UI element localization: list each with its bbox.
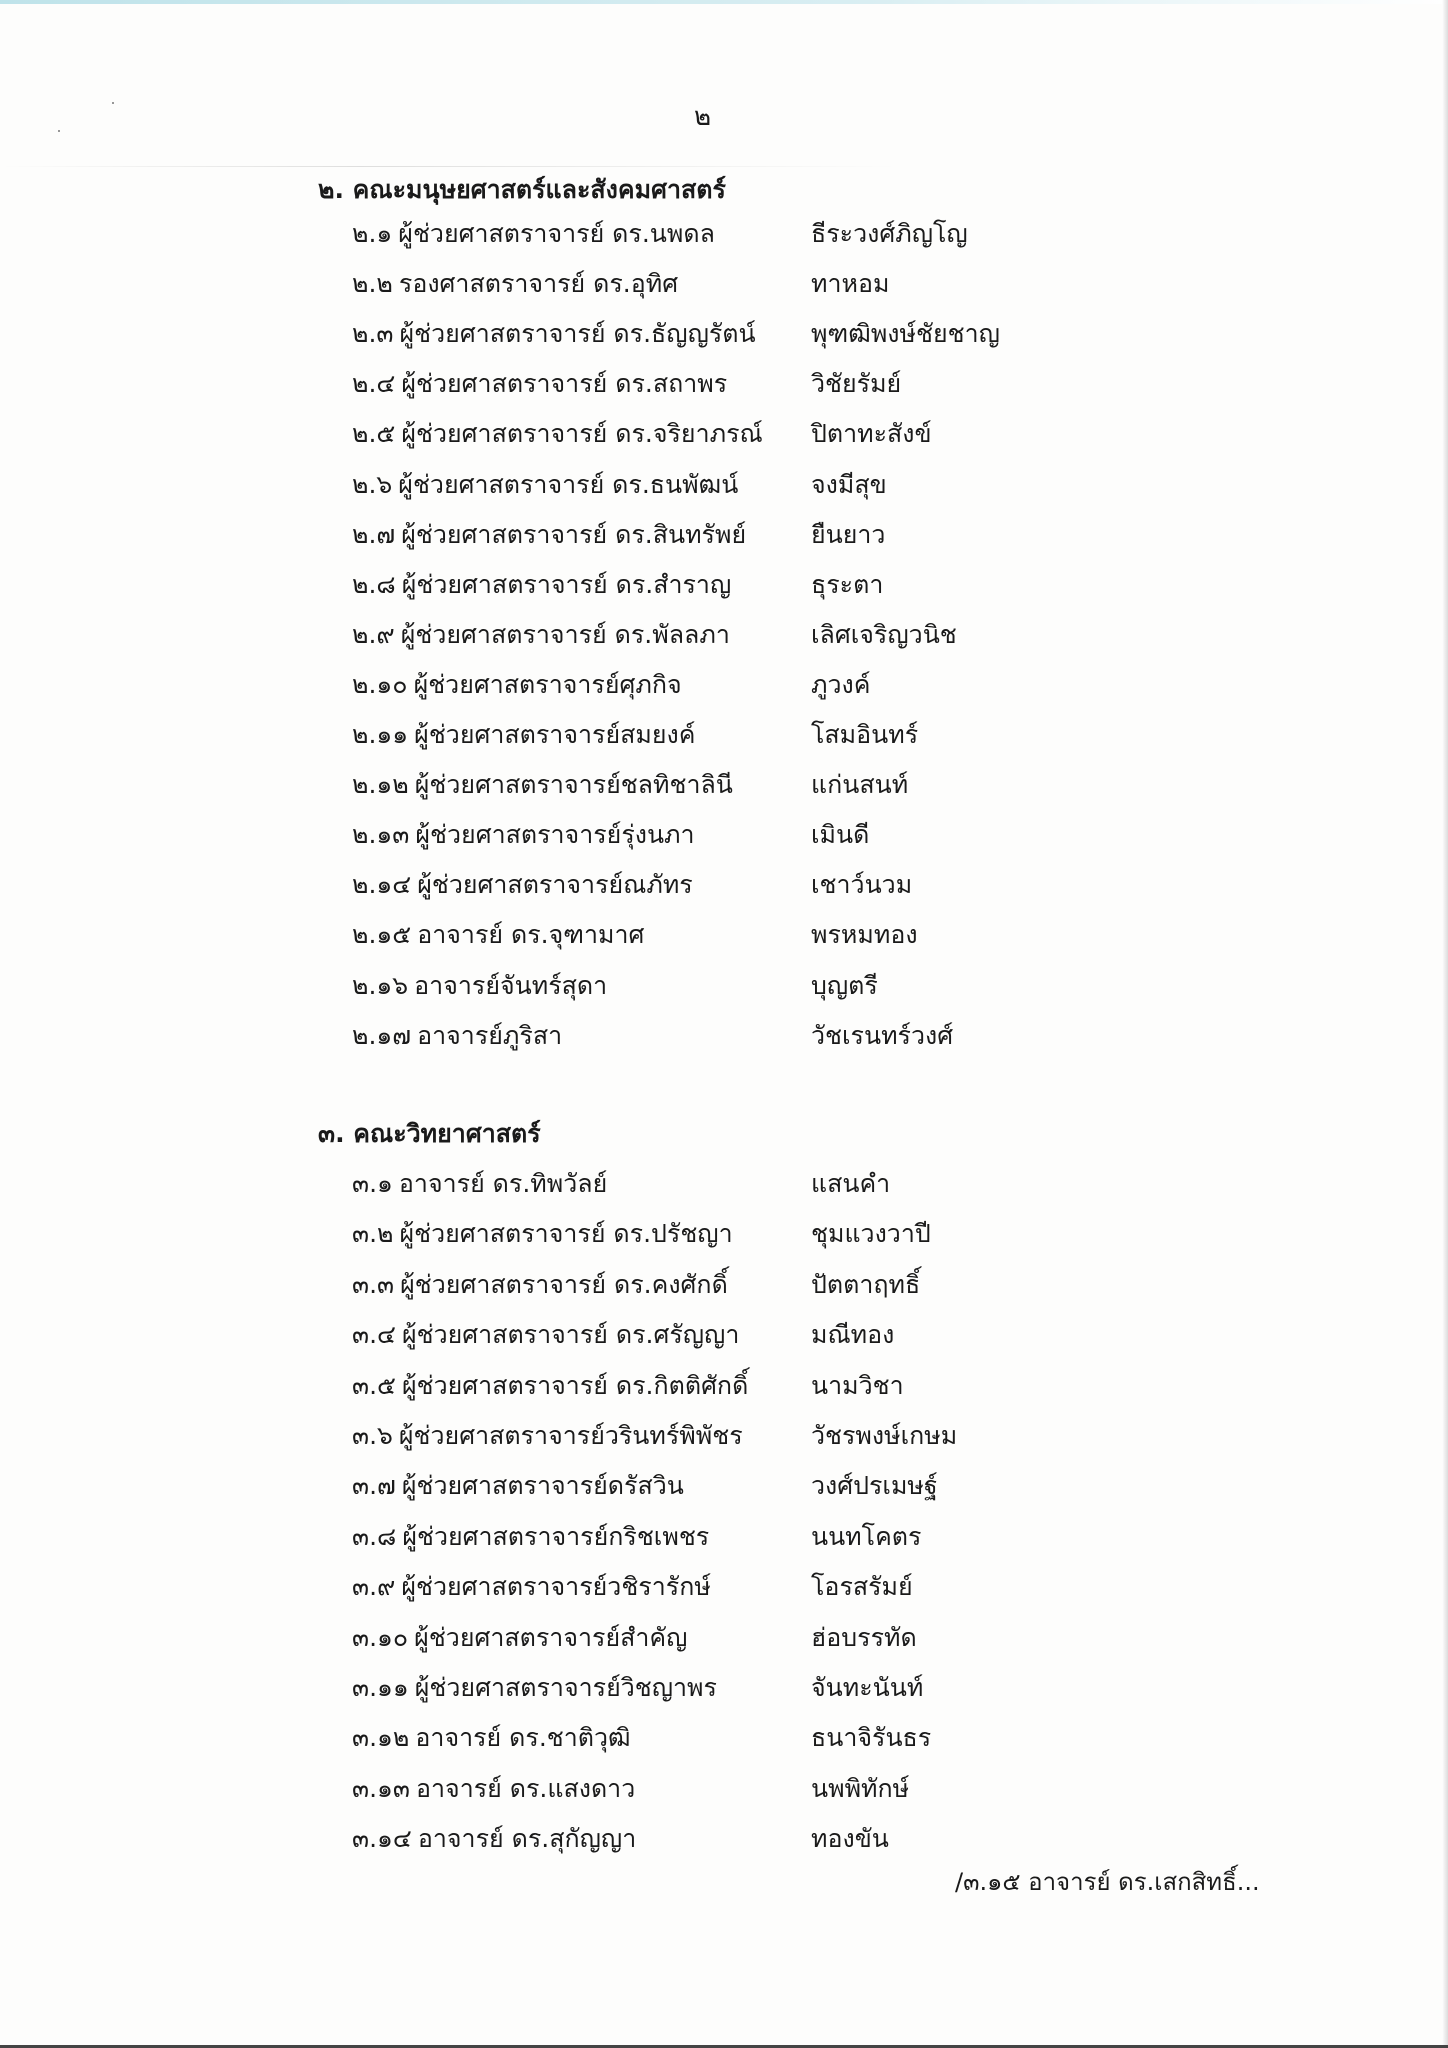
item-number: ๓.๕: [352, 1371, 396, 1400]
item-number: ๒.๙: [352, 620, 395, 649]
person-title-and-name: ผู้ช่วยศาสตราจารย์ ดร.ปรัชญา: [399, 1219, 733, 1248]
item-number: ๓.๘: [352, 1522, 397, 1551]
list-item: [352, 314, 1052, 354]
list-item: [352, 1315, 1052, 1355]
person-title-and-name: ผู้ช่วยศาสตราจารย์ ดร.กิตติศักดิ์: [401, 1371, 749, 1400]
list-item: [352, 1164, 1052, 1204]
person-surname: พุฑฒิพงษ์ชัยชาญ: [811, 319, 1000, 348]
person-title-and-name: ผู้ช่วยศาสตราจารย์ชลทิชาลินี: [414, 770, 733, 799]
item-number: ๓.๑๔: [352, 1824, 412, 1853]
item-number: ๓.๑: [352, 1169, 393, 1198]
item-number: ๒.๑๐: [352, 670, 408, 699]
person-surname: แสนคำ: [811, 1169, 891, 1198]
list-item: [352, 665, 1052, 705]
list-item: [352, 1214, 1052, 1254]
list-item: [352, 865, 1052, 905]
list-item: [352, 1668, 1052, 1708]
person-title-and-name: ผู้ช่วยศาสตราจารย์ ดร.คงศักดิ์: [400, 1270, 728, 1299]
item-number: ๓.๙: [352, 1572, 396, 1601]
person-surname: นนทโคตร: [811, 1522, 922, 1551]
list-item: [352, 966, 1052, 1006]
person-title-and-name: อาจารย์จันทร์สุดา: [414, 971, 608, 1000]
person-title-and-name: ผู้ช่วยศาสตราจารย์ ดร.ธัญญรัตน์: [399, 319, 756, 348]
person-title-and-name: ผู้ช่วยศาสตราจารย์ศุภกิจ: [413, 670, 682, 699]
person-title-and-name: รองศาสตราจารย์ ดร.อุทิศ: [398, 269, 679, 298]
item-number: ๓.๔: [352, 1320, 396, 1349]
scan-edge-right: [1442, 0, 1448, 2048]
person-title-and-name: ผู้ช่วยศาสตราจารย์ณภัทร: [417, 870, 693, 899]
section-heading: ๒. คณะมนุษยศาสตร์และสังคมศาสตร์: [318, 175, 726, 204]
item-number: ๒.๗: [352, 520, 396, 549]
list-item: [352, 1718, 1052, 1758]
person-surname: มณีทอง: [811, 1320, 895, 1349]
list-item: [352, 515, 1052, 555]
list-item: [352, 765, 1052, 805]
continuation-note: /๓.๑๕ อาจารย์ ดร.เสกสิทธิ์...: [955, 1868, 1260, 1896]
person-title-and-name: ผู้ช่วยศาสตราจารย์ ดร.จริยาภรณ์: [401, 419, 763, 448]
list-item: [352, 1366, 1052, 1406]
item-number: ๒.๕: [352, 419, 396, 448]
person-title-and-name: ผู้ช่วยศาสตราจารย์วรินทร์พิพัชร: [398, 1421, 743, 1450]
person-title-and-name: ผู้ช่วยศาสตราจารย์สำคัญ: [414, 1623, 688, 1652]
person-surname: แก่นสนท์: [811, 770, 909, 799]
list-item: [352, 1265, 1052, 1305]
person-surname: ธนาจิรันธร: [811, 1723, 932, 1752]
item-number: ๓.๑๓: [352, 1774, 410, 1803]
item-number: ๒.๔: [352, 369, 396, 398]
item-number: ๓.๓: [352, 1270, 395, 1299]
person-title-and-name: อาจารย์ ดร.จุฑามาศ: [417, 920, 645, 949]
person-surname: จันทะนันท์: [811, 1673, 924, 1702]
person-surname: ธุระตา: [811, 570, 884, 599]
person-title-and-name: ผู้ช่วยศาสตราจารย์วิชญาพร: [414, 1673, 717, 1702]
item-number: ๒.๑๕: [352, 920, 412, 949]
person-title-and-name: ผู้ช่วยศาสตราจารย์ ดร.ศรัญญา: [401, 1320, 740, 1349]
person-title-and-name: ผู้ช่วยศาสตราจารย์รุ่งนภา: [415, 820, 695, 849]
person-surname: พรหมทอง: [811, 920, 918, 949]
list-item: [352, 1567, 1052, 1607]
list-item: [352, 1769, 1052, 1809]
scan-speck: [58, 130, 60, 132]
list-item: [352, 1016, 1052, 1056]
list-item: [352, 414, 1052, 454]
page-number: ๒: [694, 102, 712, 132]
item-number: ๒.๑๑: [352, 720, 409, 749]
list-item: [352, 1618, 1052, 1658]
scan-artifact-line: [0, 166, 900, 167]
item-number: ๒.๒: [352, 269, 393, 298]
section-heading: ๓. คณะวิทยาศาสตร์: [318, 1119, 541, 1148]
item-number: ๒.๑๒: [352, 770, 409, 799]
item-number: ๒.๑๔: [352, 870, 412, 899]
person-surname: ยืนยาว: [811, 520, 886, 549]
person-surname: ปัตตาฤทธิ์: [811, 1270, 921, 1299]
person-title-and-name: ผู้ช่วยศาสตราจารย์สมยงค์: [414, 720, 696, 749]
list-item: [352, 815, 1052, 855]
person-surname: ธีระวงศ์ภิญโญ: [811, 219, 968, 248]
person-surname: บุญตรี: [811, 971, 878, 1000]
person-title-and-name: ผู้ช่วยศาสตราจารย์ ดร.สินทรัพย์: [401, 520, 747, 549]
list-item: [352, 214, 1052, 254]
person-title-and-name: ผู้ช่วยศาสตราจารย์ ดร.สถาพร: [401, 369, 728, 398]
person-title-and-name: อาจารย์ภูริสา: [417, 1021, 563, 1050]
list-item: [352, 1819, 1052, 1859]
list-item: [352, 715, 1052, 755]
list-item: [352, 915, 1052, 955]
person-surname: ฮ่อบรรทัด: [811, 1623, 917, 1652]
person-title-and-name: ผู้ช่วยศาสตราจารย์ ดร.พัลลภา: [400, 620, 730, 649]
person-title-and-name: ผู้ช่วยศาสตราจารย์ ดร.นพดล: [398, 219, 715, 248]
item-number: ๓.๖: [352, 1421, 393, 1450]
person-surname: เลิศเจริญวนิช: [811, 620, 957, 649]
item-number: ๓.๑๑: [352, 1673, 409, 1702]
person-title-and-name: อาจารย์ ดร.แสงดาว: [416, 1774, 636, 1803]
list-item: [352, 364, 1052, 404]
item-number: ๒.๑๖: [352, 971, 409, 1000]
item-number: ๓.๒: [352, 1219, 394, 1248]
person-surname: ภูวงค์: [811, 670, 871, 699]
list-item: [352, 465, 1052, 505]
scan-edge-top: [0, 0, 1448, 4]
list-item: [352, 1416, 1052, 1456]
person-title-and-name: ผู้ช่วยศาสตราจารย์วชิรารักษ์: [401, 1572, 711, 1601]
person-surname: วิชัยรัมย์: [811, 369, 902, 398]
list-item: [352, 565, 1052, 605]
item-number: ๒.๑๓: [352, 820, 410, 849]
person-title-and-name: อาจารย์ ดร.สุกัญญา: [417, 1824, 637, 1853]
person-title-and-name: ผู้ช่วยศาสตราจารย์ ดร.สำราญ: [401, 570, 732, 599]
scan-speck: [112, 102, 114, 104]
list-item: [352, 1466, 1052, 1506]
person-surname: นพพิทักษ์: [811, 1774, 910, 1803]
person-surname: โสมอินทร์: [811, 720, 919, 749]
person-title-and-name: อาจารย์ ดร.ทิพวัลย์: [398, 1169, 608, 1198]
person-surname: เมินดี: [811, 820, 870, 849]
person-surname: ปิตาทะสังข์: [811, 419, 932, 448]
person-title-and-name: อาจารย์ ดร.ชาติวุฒิ: [415, 1723, 631, 1752]
person-surname: นามวิชา: [811, 1371, 904, 1400]
item-number: ๒.๖: [352, 470, 393, 499]
person-surname: ทองขัน: [811, 1824, 889, 1853]
person-surname: ทาหอม: [811, 269, 890, 298]
person-title-and-name: ผู้ช่วยศาสตราจารย์กริชเพชร: [402, 1522, 710, 1551]
item-number: ๒.๘: [352, 570, 396, 599]
person-surname: วัชเรนทร์วงศ์: [811, 1021, 954, 1050]
item-number: ๓.๑๒: [352, 1723, 410, 1752]
person-surname: เชาว์นวม: [811, 870, 913, 899]
list-item: [352, 615, 1052, 655]
item-number: ๒.๑๗: [352, 1021, 412, 1050]
person-surname: วัชรพงษ์เกษม: [811, 1421, 958, 1450]
person-surname: โอรสรัมย์: [811, 1572, 913, 1601]
person-title-and-name: ผู้ช่วยศาสตราจารย์ดรัสวิน: [401, 1471, 684, 1500]
person-surname: จงมีสุข: [811, 470, 887, 499]
list-item: [352, 1517, 1052, 1557]
item-number: ๓.๗: [352, 1471, 396, 1500]
item-number: ๓.๑๐: [352, 1623, 409, 1652]
person-title-and-name: ผู้ช่วยศาสตราจารย์ ดร.ธนพัฒน์: [398, 470, 739, 499]
list-item: [352, 264, 1052, 304]
person-surname: ชุมแวงวาปี: [811, 1219, 931, 1248]
item-number: ๒.๑: [352, 219, 393, 248]
item-number: ๒.๓: [352, 319, 394, 348]
person-surname: วงศ์ปรเมษฐ์: [811, 1471, 938, 1500]
